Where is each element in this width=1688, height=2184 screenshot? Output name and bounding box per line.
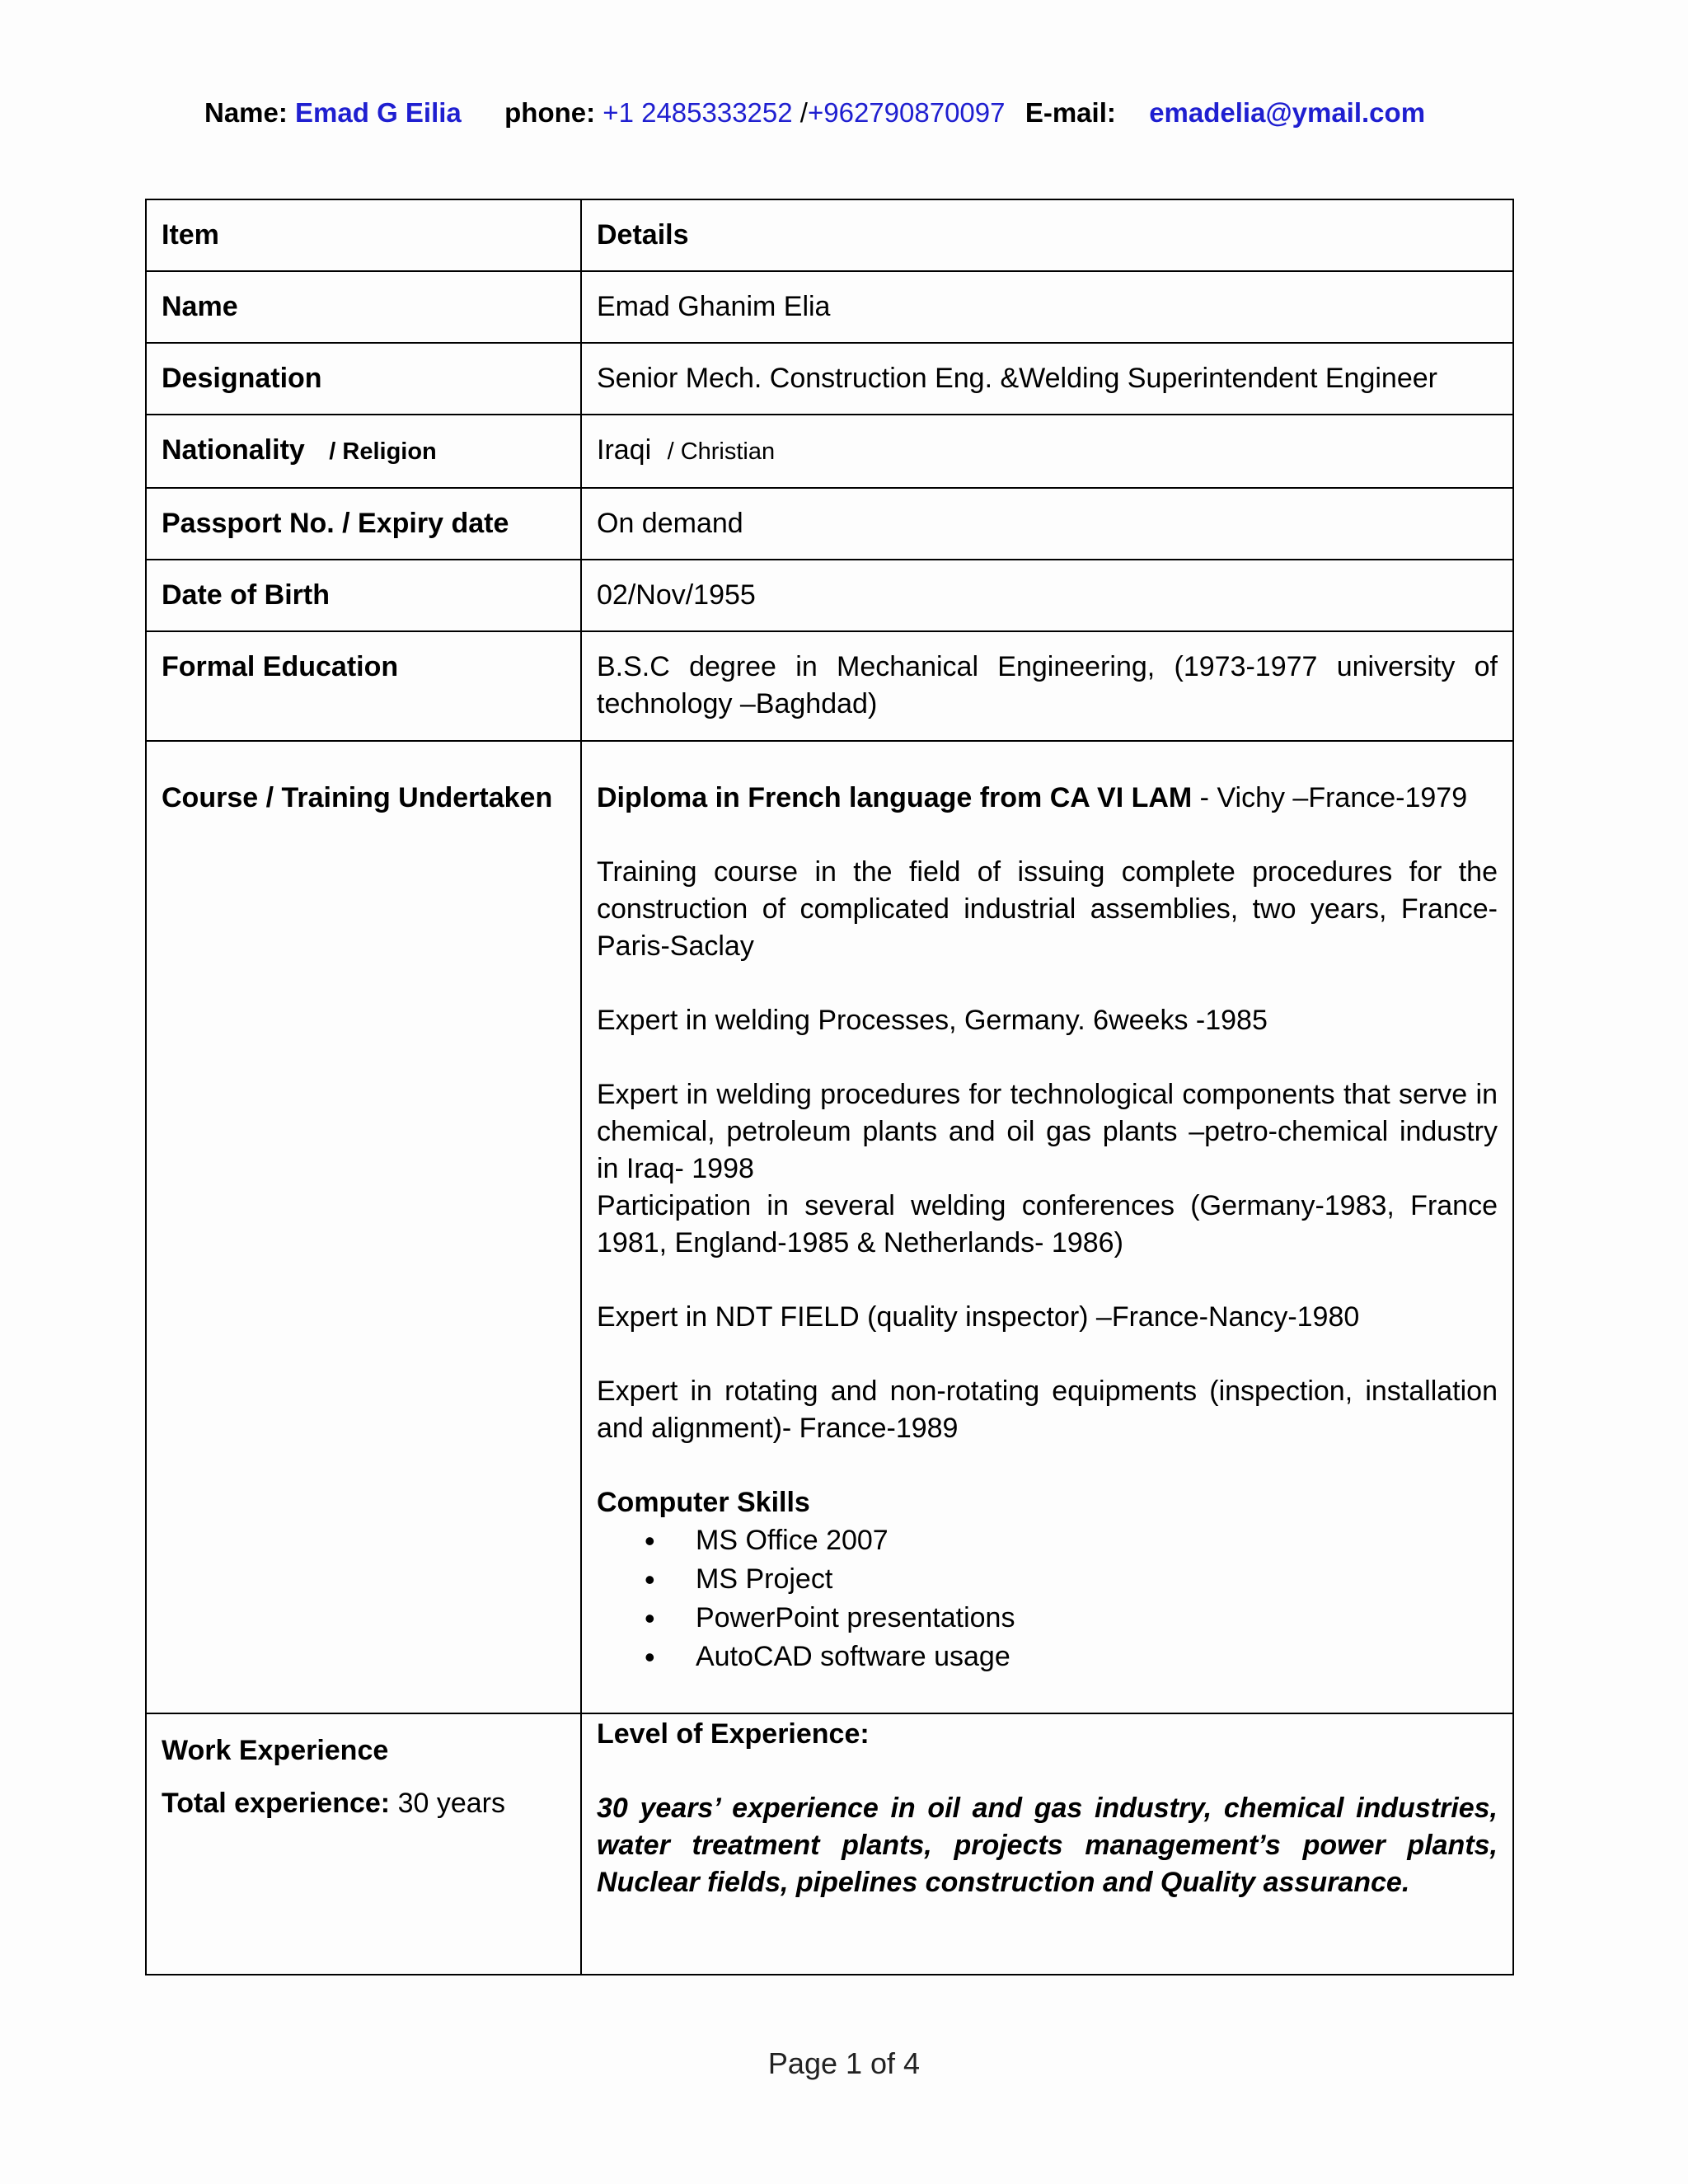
dob-label: Date of Birth bbox=[146, 560, 581, 631]
name-row-value: Emad Ghanim Elia bbox=[581, 271, 1513, 343]
nationality-value: Iraqi bbox=[597, 434, 652, 466]
level-cell bbox=[581, 1713, 1513, 1975]
training-paragraph: Expert in welding procedures for technological components that serve in chemical, petroleum plants and oil gas plants –petro-chemical industry in Iraq- 1998 bbox=[597, 1079, 1498, 1184]
work-cell bbox=[146, 1713, 581, 1975]
level-label: Level of Experience: bbox=[597, 1718, 870, 1750]
table-row bbox=[146, 631, 1513, 741]
education-label: Formal Education bbox=[146, 631, 581, 741]
contact-header bbox=[204, 97, 1425, 129]
training-paragraph: Expert in NDT FIELD (quality inspector) –France-Nancy-1980 bbox=[597, 1301, 1360, 1333]
religion-label: / Religion bbox=[329, 438, 437, 465]
dob-value: 02/Nov/1955 bbox=[581, 560, 1513, 631]
name-row-label: Name bbox=[146, 271, 581, 343]
total-experience bbox=[162, 1785, 565, 1822]
table-row bbox=[146, 415, 1513, 488]
col-details-header: Details bbox=[581, 199, 1513, 271]
phone-label: phone: bbox=[504, 97, 596, 128]
nationality-value-cell bbox=[581, 415, 1513, 488]
diploma-rest: - Vichy –France-1979 bbox=[1192, 782, 1468, 813]
education-value: B.S.C degree in Mechanical Engineering, (1973-1977 university of technology –Baghdad) bbox=[581, 631, 1513, 741]
table-row bbox=[146, 560, 1513, 631]
table-row bbox=[146, 271, 1513, 343]
level-value: 30 years’ experience in oil and gas industry, chemical industries, water treatment plants, projects management’s power plants, Nuclear fields, pipelines construction and Quality assurance. bbox=[597, 1793, 1498, 1898]
list-item: • PowerPoint presentations bbox=[696, 1599, 1498, 1638]
phone-1[interactable]: +1 2485333252 bbox=[603, 97, 793, 128]
passport-label: Passport No. / Expiry date bbox=[146, 488, 581, 560]
training-paragraph: Training course in the field of issuing complete procedures for the construction of complicated industrial assemblies, two years, France-Paris-Saclay bbox=[597, 856, 1498, 962]
designation-label: Designation bbox=[146, 343, 581, 415]
phone-separator: / bbox=[799, 97, 808, 128]
nationality-label: Nationality bbox=[162, 434, 305, 466]
name-label: Name: bbox=[204, 97, 288, 128]
diploma-bold: Diploma in French language from CA VI LAM bbox=[597, 782, 1193, 813]
total-label: Total experience: bbox=[162, 1788, 391, 1819]
phone-2[interactable]: +962790870097 bbox=[807, 97, 1006, 128]
training-cell bbox=[581, 741, 1513, 1713]
passport-value: On demand bbox=[581, 488, 1513, 560]
table-row bbox=[146, 1713, 1513, 1975]
email-label: E-mail: bbox=[1025, 97, 1116, 128]
total-value: 30 years bbox=[390, 1788, 505, 1819]
skills-title: Computer Skills bbox=[597, 1487, 810, 1518]
training-paragraph: Participation in several welding conferences (Germany-1983, France 1981, England-1985 & Netherlands- 1986) bbox=[597, 1190, 1498, 1258]
table-row bbox=[146, 741, 1513, 1713]
designation-value: Senior Mech. Construction Eng. &Welding Superintendent Engineer bbox=[581, 343, 1513, 415]
skills-list bbox=[597, 1521, 1498, 1676]
list-item: • MS Project bbox=[696, 1560, 1498, 1599]
page-number: Page 1 of 4 bbox=[767, 2046, 921, 2080]
name-value: Emad G Eilia bbox=[295, 97, 462, 128]
training-paragraph: Expert in rotating and non-rotating equipments (inspection, installation and alignment)- France-1989 bbox=[597, 1376, 1498, 1444]
table-row bbox=[146, 343, 1513, 415]
training-label: Course / Training Undertaken bbox=[146, 741, 581, 1713]
list-item: • MS Office 2007 bbox=[696, 1521, 1498, 1560]
email-value[interactable]: emadelia@ymail.com bbox=[1149, 97, 1426, 128]
training-paragraph: Expert in welding Processes, Germany. 6weeks -1985 bbox=[597, 1005, 1268, 1036]
table-header-row bbox=[146, 199, 1513, 271]
cv-table bbox=[145, 199, 1514, 1975]
table-row bbox=[146, 488, 1513, 560]
work-label: Work Experience bbox=[162, 1735, 389, 1766]
diploma-paragraph bbox=[597, 780, 1498, 817]
nationality-cell bbox=[146, 415, 581, 488]
list-item: • AutoCAD software usage bbox=[696, 1638, 1498, 1676]
col-item-header: Item bbox=[146, 199, 581, 271]
religion-value: / Christian bbox=[667, 438, 776, 465]
